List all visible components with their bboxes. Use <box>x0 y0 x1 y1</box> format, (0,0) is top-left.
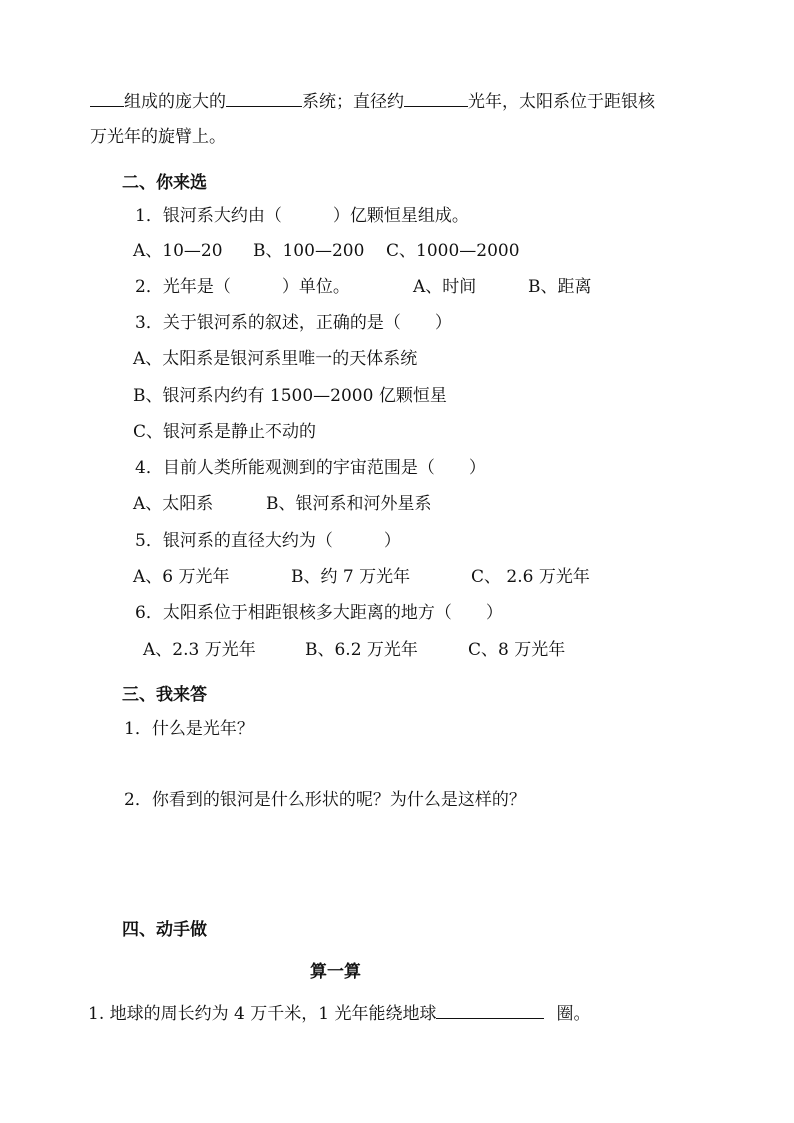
option-b[interactable]: B、6.2 万光年 <box>305 640 418 660</box>
option-a[interactable]: A、太阳系 <box>133 494 214 514</box>
option-a[interactable]: A、时间 <box>413 277 477 297</box>
option-b[interactable]: B、银河系内约有 1500—2000 亿颗恒星 <box>133 386 447 406</box>
option-c[interactable]: C、1000—2000 <box>386 241 520 261</box>
option-b[interactable]: B、约 7 万光年 <box>291 567 411 587</box>
question-1-options <box>133 240 520 262</box>
intro-text-3: 光年，太阳系位于距银核 <box>468 92 655 112</box>
option-a[interactable]: A、2.3 万光年 <box>143 640 256 660</box>
question-1 <box>88 1002 590 1025</box>
question-1: 1．什么是光年？ <box>124 719 254 739</box>
question-1-text: 1. 地球的周长约为 4 万千米，1 光年能绕地球 <box>88 1004 437 1024</box>
blank-field[interactable] <box>436 1002 544 1019</box>
question-4-options <box>133 493 432 515</box>
option-c[interactable]: C、 2.6 万光年 <box>471 567 590 587</box>
blank-field[interactable] <box>90 90 124 107</box>
question-3: 3．关于银河系的叙述，正确的是（ ） <box>135 313 452 333</box>
option-a[interactable]: A、太阳系是银河系里唯一的天体系统 <box>133 349 418 369</box>
blank-field[interactable] <box>404 90 468 107</box>
option-b[interactable]: B、100—200 <box>253 241 365 261</box>
subsection-title: 算一算 <box>310 962 361 982</box>
intro-line-2: 万光年的旋臂上。 <box>90 127 226 147</box>
question-1-tail: 圈。 <box>556 1004 591 1024</box>
question-5-options <box>133 566 590 588</box>
intro-text-1: 组成的庞大的 <box>124 92 226 112</box>
section-title: 四、动手做 <box>122 920 207 940</box>
question-4: 4．目前人类所能观测到的宇宙范围是（ ） <box>135 458 486 478</box>
option-c[interactable]: C、银河系是静止不动的 <box>133 422 317 442</box>
question-2-text: 2．光年是（ ）单位。 <box>135 277 350 297</box>
option-c[interactable]: C、8 万光年 <box>468 640 566 660</box>
question-6: 6．太阳系位于相距银核多大距离的地方（ ） <box>135 603 503 623</box>
option-a[interactable]: A、6 万光年 <box>133 567 230 587</box>
question-2 <box>135 276 592 298</box>
option-b[interactable]: B、距离 <box>528 277 592 297</box>
option-a[interactable]: A、10—20 <box>133 241 223 261</box>
section-title: 二、你来选 <box>122 173 207 193</box>
intro-line-1 <box>90 90 655 113</box>
section-title: 三、我来答 <box>122 685 207 705</box>
intro-text-2: 系统；直径约 <box>302 92 404 112</box>
blank-field[interactable] <box>226 90 302 107</box>
question-5: 5．银河系的直径大约为（ ） <box>135 531 401 551</box>
question-2: 2．你看到的银河是什么形状的呢？为什么是这样的？ <box>124 790 526 810</box>
question-1: 1．银河系大约由（ ）亿颗恒星组成。 <box>135 206 469 226</box>
question-6-options <box>143 639 565 661</box>
option-b[interactable]: B、银河系和河外星系 <box>266 494 432 514</box>
